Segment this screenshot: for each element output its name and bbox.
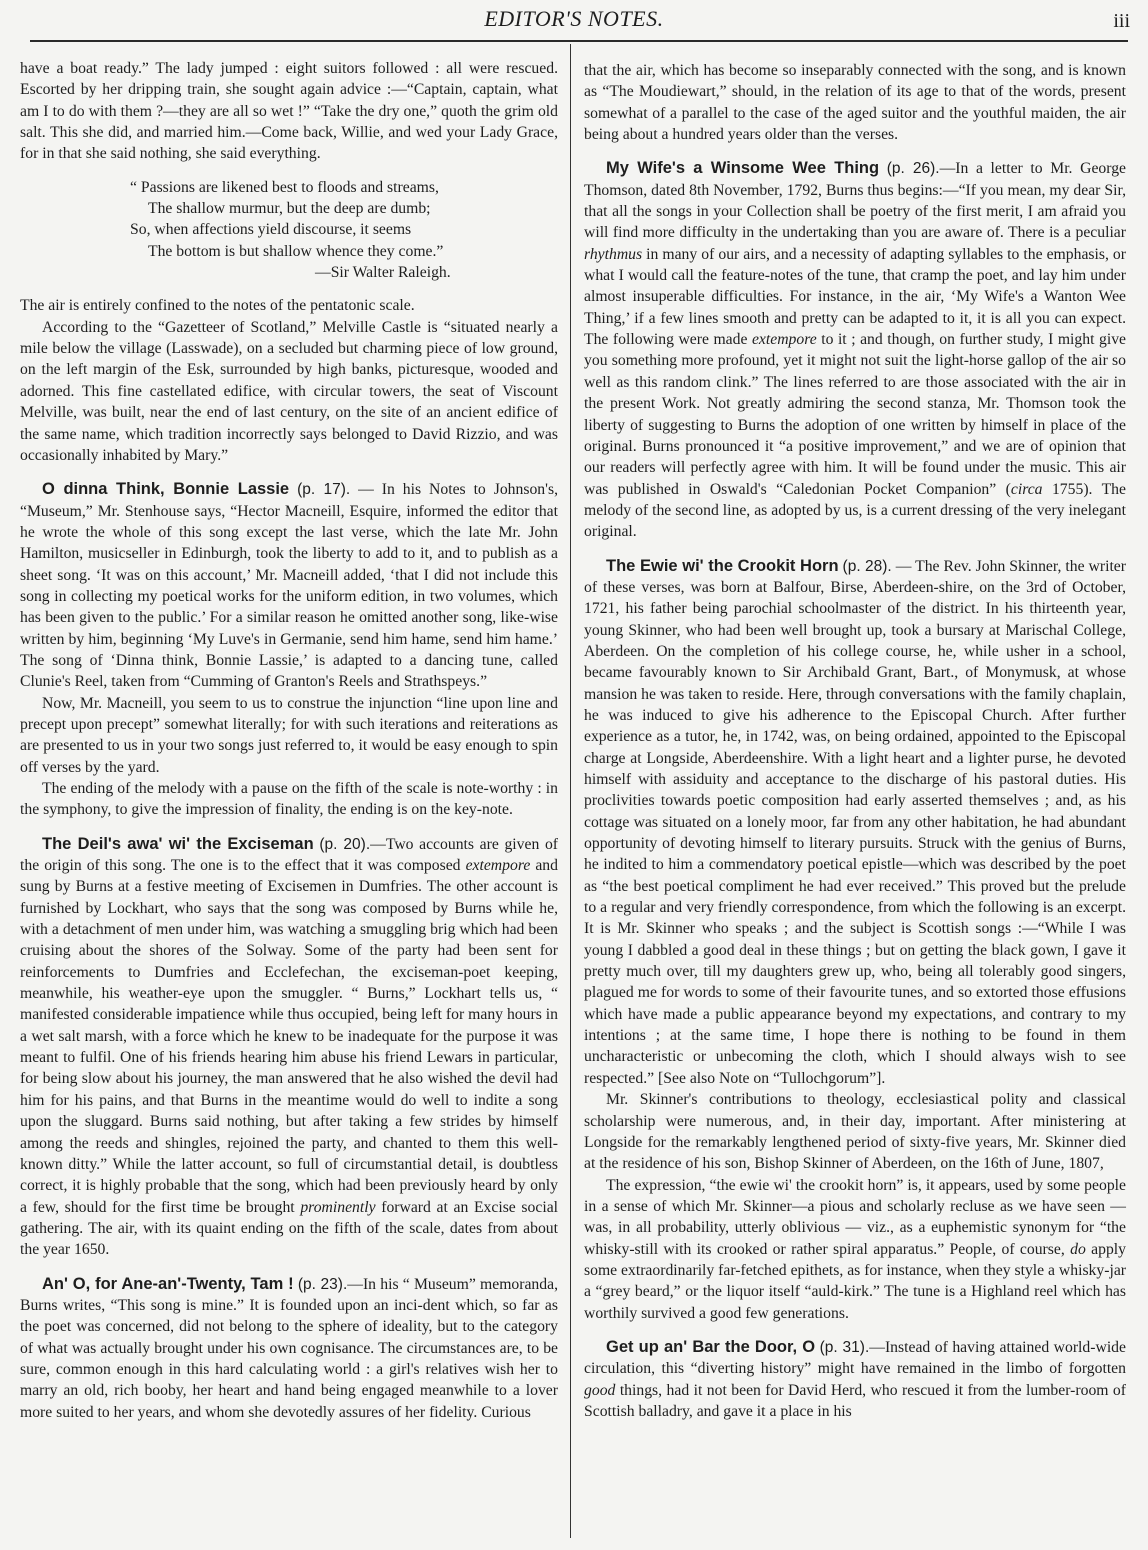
italic-term: good: [584, 1381, 616, 1399]
section-ane-an-twenty: [20, 1274, 558, 1423]
paragraph: According to the “Gazetteer of Scotland,” Melville Castle is “situated nearly a mile below the village (Lasswade), on a secluded but charming piece of low ground, on the left margin of the Esk, surrounded by high banks, picturesque, wooded and adorned. This fine castellated edifice, with circular towers, the seat of Viscount Melville, was built, near the end of last century, on the site of an ancient edifice of the same name, which tradition incorrectly says belonged to David Rizzio, and was occasionally inhabited by Mary.”: [20, 318, 558, 464]
page-reference: (p. 31).: [819, 1338, 870, 1356]
left-column: [20, 58, 558, 1423]
section-heading: O dinna Think, Bonnie Lassie: [42, 480, 290, 499]
section-text: in many of our airs, and a necessity of adapting syllables to the emphasis, or what I would call the feature-notes of the tune, that cramp the poet, and lay him under almost insuperable difficulties. For instance, in the air, ‘My Wife's a Wanton Wee Thing,’ if a few lines smooth and pretty can be adapted to it, it is all you can expect. The following were made: [584, 245, 1126, 349]
right-column: [584, 60, 1126, 1422]
paragraph: Now, Mr. Macneill, you seem to us to construe the injunction “line upon line and precept upon precept” somewhat literally; for with such iterations and reiterations as are presented to us in your two songs just referred to, it would be easy enough to spin off verses by the yard.: [20, 694, 558, 776]
section-heading: The Ewie wi' the Crookit Horn: [606, 556, 839, 575]
section-text: —In a letter to Mr. George Thomson, dated 8th November, 1792, Burns thus begins:—“If you mean, my dear Sir, that all the songs in your Collection shall be poetry of the first merit, I am afraid you will find more difficulty in the undertaking than you are aware of. There is a peculiar: [584, 160, 1126, 242]
section-my-wifes-a-winsome-wee-thing: [584, 158, 1126, 542]
section-text: to it ; and though, on further study, I might give you something more profound, yet it might not suit the light-horse gallop of the air so well as this random clink.” The lines referred to are those associated with the air in the present Work. Not greatly admiring the second stanza, Mr. Thomson took the liberty of suggesting to Burns the adoption of one written by himself in place of the original. Burns pronounced it “a positive improvement,” and we are of opinion that our readers will perfectly agree with him. It will be found under the music. This air was published in Oswald's “Caledonian Pocket Companion” (: [584, 331, 1126, 498]
running-title: EDITOR'S NOTES.: [484, 6, 664, 31]
header-rule: [30, 40, 1128, 42]
poem-line: The bottom is but shallow whence they come.”: [148, 242, 444, 260]
section-text: — In his Notes to Johnson's, “Museum,” Mr. Stenhouse says, “Hector Macneill, Esquire, informed the editor that he wrote the whole of this song except the last verse, which the late Mr. John Hamilton, musicseller in Edinburgh, took the liberty to add to it, and to publish as a sheet song. ‘It was on this account,’ Mr. Macneill added, ‘that I did not include this song in collecting my poetical works for the uniform edition, in two volumes, which has been given to the public.’ For a similar reason he omitted another song, like-wise written by him, beginning ‘My Luve's in Germanie, send him hame, send him hame.’ The song of ‘Dinna think, Bonnie Lassie,’ is adapted to a dancing tune, called Clunie's Reel, taken from “Cumming of Granton's Reels and Strathspeys.”: [20, 481, 558, 691]
section-text: 1755). The melody of the second line, as adopted by us, is a current dressing of the very inelegant original.: [584, 480, 1126, 541]
section-heading: Get up an' Bar the Door, O: [606, 1337, 816, 1356]
section-text: — The Rev. John Skinner, the writer of these verses, was born at Balfour, Birse, Aberdeen-shire, on the 3rd of October, 1721, his father being parochial schoolmaster of the district. In his thirteenth year, young Skinner, who had been well brought up, took a bursary at Marischal College, Aberdeen. On the completion of his college course, he, while usher in a school, became favourably known to Sir Archibald Grant, Bart., of Monymusk, at whose mansion he was taken to reside. Here, through conversations with the family chaplain, he was induced to give his adherence to the Episcopal Church. After further experience as a tutor, he, in 1742, was, on being ordained, appointed to the Episcopal charge at Longside, Aberdeenshire. With a light heart and a lighter purse, he devoted himself with assiduity and acceptance to the discharge of his pastoral duties. His proclivities towards poetic composition had early asserted themselves ; and, as his cottage was situated on a lonely moor, far from any other habitation, he had abundant opportunity of devoting himself to literary pursuits. Struck with the genius of Burns, he indited to him a commendatory poetical epistle—which was described by the poet as “the best poetical compliment he had ever received.” This proved but the prelude to a regular and very friendly correspondence, from which the following is an excerpt. It is Mr. Skinner who speaks ; and the subject is Scottish songs :—“While I was young I dabbled a good deal in these things ; but on getting the black gown, I gave it pretty much over, till my daughters grew up, who, being all tolerably good singers, plagued me for words to some of their favourite tunes, and so extorted those effusions which have made a public appearance beyond my expectations, and contrary to my intentions ; at the same time, I hope there is nothing to be found in them uncharacteristic or unbecoming the cloth, which I should always wish to see respected.” [See also Note on “Tullochgorum”].: [584, 557, 1126, 1087]
section-heading: An' O, for Ane-an'-Twenty, Tam !: [42, 1274, 294, 1293]
section-text: things, had it not been for David Herd, who rescued it from the lumber-room of Scottish balladry, and gave it a place in his: [584, 1381, 1126, 1420]
poem-attribution: —Sir Walter Raleigh.: [315, 264, 451, 282]
section-dinna-think: [20, 479, 558, 692]
page-reference: (p. 28).: [842, 557, 892, 575]
italic-term: prominently: [300, 1198, 376, 1216]
page-reference: (p. 17).: [297, 481, 351, 499]
poem-quote: [130, 177, 558, 284]
page-reference: (p. 26).: [886, 160, 940, 178]
poem-line: The shallow murmur, but the deep are dumb;: [148, 200, 431, 218]
page-reference: (p. 20).: [319, 835, 371, 853]
paragraph: Mr. Skinner's contributions to theology, ecclesiastical polity and classical scholarship were numerous, and, in their day, important. After ministering at Longside for the remarkably lengthened period of sixty-five years, Mr. Skinner died at the residence of his son, Bishop Skinner of Aberdeen, on the 16th of June, 1807,: [584, 1091, 1126, 1173]
column-divider: [570, 44, 571, 1538]
poem-line: So, when affections yield discourse, it seems: [130, 221, 412, 239]
italic-term: circa: [1010, 480, 1043, 498]
paragraph: The air is entirely confined to the notes of the pentatonic scale.: [20, 297, 415, 315]
section-ewie-wi-the-crookit-horn: [584, 556, 1126, 1090]
section-text: forward at an Excise social gathering. The air, with its quaint ending on the fifth of the scale, dates from about the year 1650.: [20, 1198, 559, 1259]
section-text: —Instead of having attained world-wide circulation, this “diverting history” might have remained in the limbo of forgotten: [584, 1338, 1126, 1378]
section-deils-awa: [20, 834, 558, 1261]
section-text: The expression, “the ewie wi' the crookit horn” is, it appears, used by some people in a sense of which Mr. Skinner—a pious and scholarly recluse as we have seen — was, in all probability, utterly oblivious — viz., as a euphemistic synonym for “the whisky-still with its crooked or rather spiral apparatus.” People, of course,: [584, 1176, 1126, 1258]
paragraph: [584, 1175, 1126, 1324]
paragraph: The ending of the melody with a pause on the fifth of the scale is note-worthy : in the symphony, to give the impression of finality, the ending is on the key-note.: [20, 780, 558, 819]
page-reference: (p. 23).: [297, 1275, 348, 1293]
section-text: and sung by Burns at a festive meeting of Excisemen in Dumfries. The other account is furnished by Lockhart, who says that the song was composed by Burns while he, with a detachment of men under him, was watching a smuggling brig which had been cruising about the shores of the Solway. Some of the party had been sent for reinforcements to Dumfries and Ecclefechan, the exciseman-poet keeping, meanwhile, his weather-eye upon the smuggler. “ Burns,” Lockhart tells us, “ manifested considerable impatience while thus occupied, being left for many hours in a wet salt marsh, with a force which he knew to be inadequate for the purpose it was meant to fulfil. One of his friends hearing him abuse his friend Lewars in particular, for being slow about his journey, the man answered that he also wished the devil had him for his pains, and that Burns in the meantime would do well to indite a song upon the sluggard. Burns said nothing, but after taking a few strides by himself among the reeds and shingles, rejoined the party, and chanted to them this well-known ditty.” While the latter account, so full of circumstantial detail, is doubtless correct, it is highly probable that the song, which had been previously heard by only a few, should for the first time be brought: [20, 857, 558, 1216]
italic-term: rhythmus: [584, 245, 643, 263]
section-text: —Two accounts are given of the origin of this song. The one is to the effect that it was composed: [20, 835, 559, 875]
section-text: apply some extraordinarily far-fetched epithets, as for instance, when they style a whisky-jar a “grey beard,” or the liquor itself “auld-kirk.” The tune is a Highland reel which has worthily survived a good few generations.: [584, 1240, 1127, 1322]
section-heading: The Deil's awa' wi' the Exciseman: [42, 834, 314, 853]
section-get-up-an-bar-the-door: [584, 1337, 1126, 1422]
italic-term: do: [1070, 1240, 1086, 1258]
italic-term: extempore: [465, 857, 531, 875]
poem-line: “ Passions are likened best to floods and streams,: [130, 178, 439, 196]
section-text: —In his “ Museum” memoranda, Burns writes, “This song is mine.” It is founded upon an inci-dent which, so far as the poet was concerned, did not belong to the sphere of ideality, but to the category of what was actually brought under his own cognisance. The circumstances are, to be sure, common enough in this hard calculating world : a girl's relatives wish her to marry an old, rich booby, her heart and hand being engaged meanwhile to a lover more suited to her years, and whom she devotedly assures of her fidelity. Curious: [20, 1275, 558, 1421]
page-number: iii: [1113, 10, 1130, 32]
italic-term: extempore: [751, 331, 817, 349]
section-heading: My Wife's a Winsome Wee Thing: [606, 159, 880, 178]
paragraph: that the air, which has become so inseparably connected with the song, and is known as “The Moudiewart,” should, in the relation of its age to that of the words, present somewhat of a parallel to the case of the aged suitor and the youthful maiden, the air being about a hundred years older than the verses.: [584, 62, 1126, 144]
paragraph: have a boat ready.” The lady jumped : eight suitors followed : all were rescued. Escorted by her dripping train, she sought again advice :—“Captain, captain, what am I to do with them ?—they are all so wet !” “Take the dry one,” quoth the grim old salt. This she did, and married him.—Come back, Willie, and wed your Lady Grace, for in that she said nothing, she said everything.: [20, 60, 558, 163]
